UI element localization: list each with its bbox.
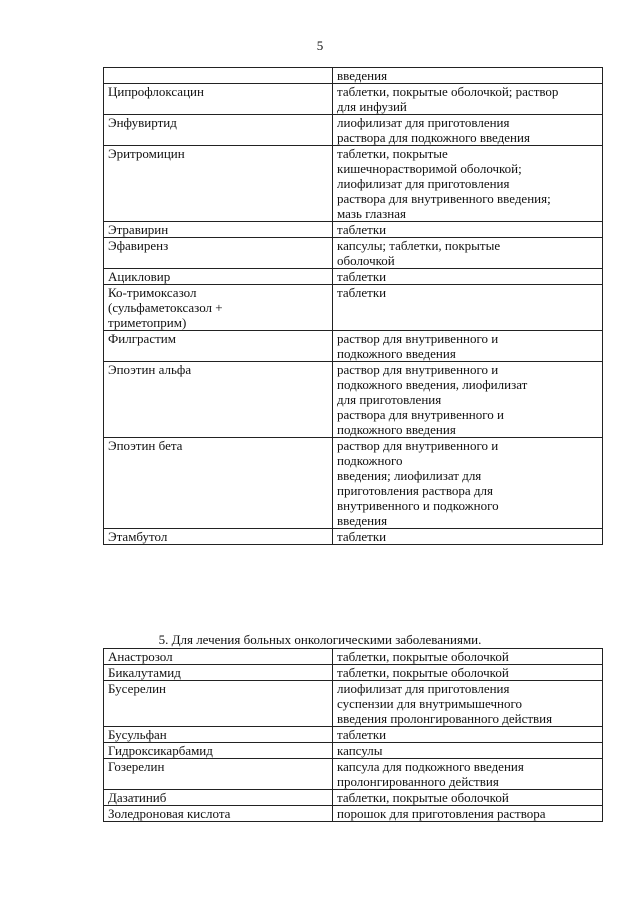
drug-name-cell: Анастрозол: [104, 649, 333, 665]
dosage-form-cell: таблетки, покрытые оболочкой: [333, 790, 603, 806]
dosage-form-cell: таблетки, покрытые оболочкой: [333, 649, 603, 665]
drug-name-cell: Бусульфан: [104, 727, 333, 743]
dosage-form-cell: раствор для внутривенного и подкожного введения, лиофилизат для приготовления раствора для внутривенного и подкожного введения: [333, 362, 603, 438]
drug-name-cell: Энфувиртид: [104, 115, 333, 146]
dosage-form-cell: таблетки: [333, 727, 603, 743]
drug-name-cell: Ципрофлоксацин: [104, 84, 333, 115]
dosage-form-cell: порошок для приготовления раствора: [333, 806, 603, 822]
table-row: [104, 115, 603, 146]
drug-name-cell: Этравирин: [104, 222, 333, 238]
drug-name-cell: Этамбутол: [104, 529, 333, 545]
dosage-form-cell: капсула для подкожного введения пролонгированного действия: [333, 759, 603, 790]
table-row: [104, 665, 603, 681]
drug-name-cell: Филграстим: [104, 331, 333, 362]
table-row: [104, 269, 603, 285]
dosage-form-cell: таблетки: [333, 285, 603, 331]
dosage-form-cell: лиофилизат для приготовления раствора для подкожного введения: [333, 115, 603, 146]
drug-name-cell: Ацикловир: [104, 269, 333, 285]
drug-name-cell: Гидроксикарбамид: [104, 743, 333, 759]
table-row: [104, 727, 603, 743]
table-row: [104, 743, 603, 759]
dosage-form-cell: таблетки, покрытые кишечнорастворимой оболочкой; лиофилизат для приготовления раствора для внутривенного введения; мазь глазная: [333, 146, 603, 222]
drug-name-cell: Дазатиниб: [104, 790, 333, 806]
drug-name-cell: Эфавиренз: [104, 238, 333, 269]
dosage-form-cell: раствор для внутривенного и подкожного введения: [333, 331, 603, 362]
drug-name-cell: Эпоэтин бета: [104, 438, 333, 529]
drug-name-cell: Бикалутамид: [104, 665, 333, 681]
drug-name-cell: Гозерелин: [104, 759, 333, 790]
table-row: [104, 362, 603, 438]
drug-name-cell: Золедроновая кислота: [104, 806, 333, 822]
dosage-form-cell: таблетки, покрытые оболочкой; раствор для инфузий: [333, 84, 603, 115]
table-row: [104, 790, 603, 806]
dosage-form-cell: раствор для внутривенного и подкожного введения; лиофилизат для приготовления раствора для внутривенного и подкожного введения: [333, 438, 603, 529]
table-row: [104, 649, 603, 665]
drug-name-cell: Эпоэтин альфа: [104, 362, 333, 438]
dosage-form-cell: таблетки: [333, 222, 603, 238]
drug-name-cell: Эритромицин: [104, 146, 333, 222]
table-row: [104, 238, 603, 269]
dosage-form-cell: капсулы; таблетки, покрытые оболочкой: [333, 238, 603, 269]
table-row: [104, 806, 603, 822]
table-row: [104, 84, 603, 115]
table-row: [104, 285, 603, 331]
dosage-form-cell: таблетки: [333, 529, 603, 545]
dosage-form-cell: лиофилизат для приготовления суспензии для внутримышечного введения пролонгированного действия: [333, 681, 603, 727]
dosage-form-cell: введения: [333, 68, 603, 84]
drug-name-cell: [104, 68, 333, 84]
page-number: 5: [316, 38, 324, 53]
table-row: [104, 68, 603, 84]
table-row: [104, 681, 603, 727]
dosage-form-cell: капсулы: [333, 743, 603, 759]
dosage-form-cell: таблетки: [333, 269, 603, 285]
table-row: [104, 331, 603, 362]
table-row: [104, 438, 603, 529]
dosage-form-cell: таблетки, покрытые оболочкой: [333, 665, 603, 681]
section-heading: 5. Для лечения больных онкологическими заболеваниями.: [158, 632, 482, 647]
table-row: [104, 759, 603, 790]
drug-name-cell: Бусерелин: [104, 681, 333, 727]
table-row: [104, 222, 603, 238]
oncology-drug-table: [103, 648, 603, 822]
table-row: [104, 146, 603, 222]
table-row: [104, 529, 603, 545]
drug-name-cell: Ко-тримоксазол (сульфаметоксазол + триметоприм): [104, 285, 333, 331]
drug-table-continued: [103, 67, 603, 545]
